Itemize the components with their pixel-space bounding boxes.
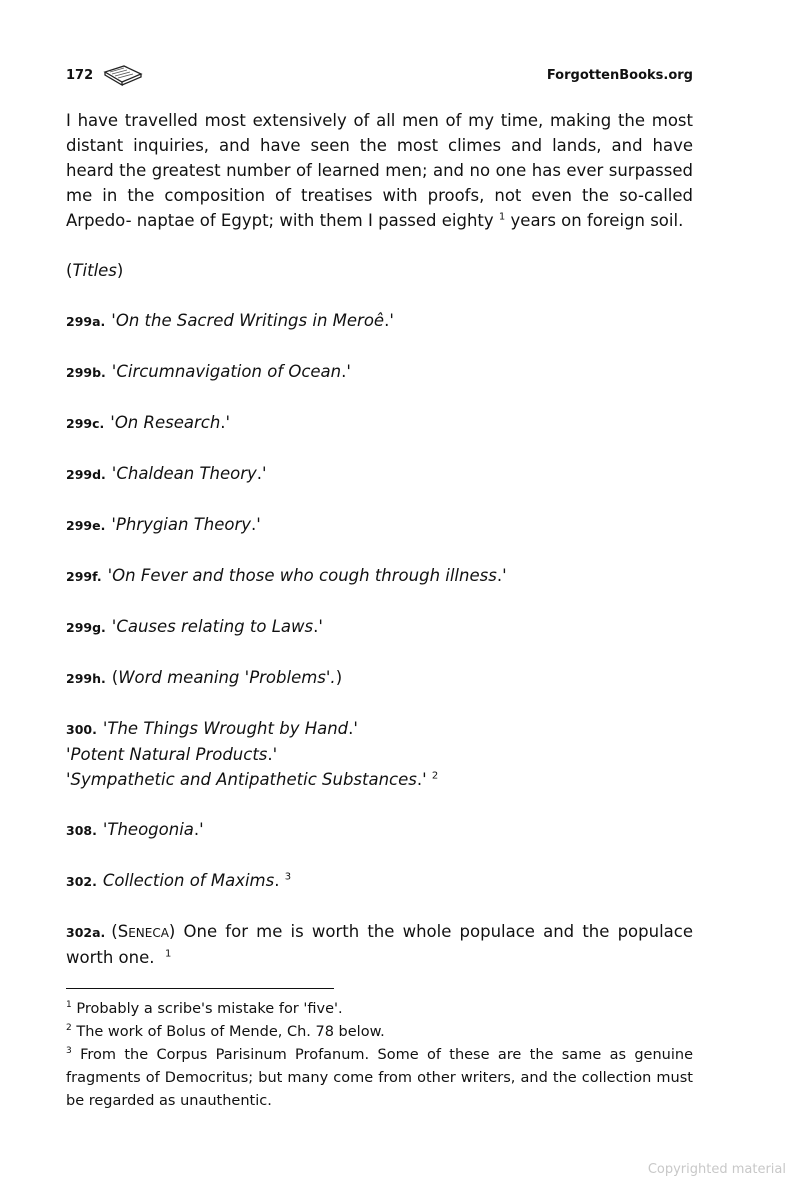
footnote-ref-1: 1	[498, 211, 506, 223]
footnote	[66, 998, 693, 1021]
entry-302: 302. Collection of Maxims. $^3$	[66, 871, 292, 890]
entry-open: (	[111, 668, 119, 687]
entry-open: '	[111, 515, 116, 534]
titles-label: (Titles)	[66, 261, 124, 280]
entry-title: Phrygian Theory	[115, 515, 252, 534]
intro-paragraph	[66, 108, 693, 233]
footnote-mark: 1	[66, 1000, 72, 1011]
entry-open: '	[107, 566, 113, 585]
entry-title: On Research	[114, 413, 221, 432]
entry-close: .'	[384, 311, 394, 330]
title-entry	[66, 461, 693, 487]
footnote-text: Probably a scribe's mistake for 'five'.	[71, 1001, 343, 1017]
entry-close: )	[335, 668, 343, 687]
entry-number: 299a.	[66, 314, 106, 329]
title-entry	[66, 308, 693, 334]
title-entry	[66, 359, 693, 385]
author-name: Seneca	[117, 922, 169, 941]
entry-300: 300. 'The Things Wrought by Hand.' 'Potent Natural Products.' 'Sympathetic and Antipathetic Substances.' $^2$	[66, 719, 439, 789]
entry-number: 308.	[66, 823, 97, 838]
entry-number: 299f.	[66, 569, 102, 584]
entry-number: 302.	[66, 874, 97, 889]
intro-text-end: years on foreign soil.	[505, 211, 684, 230]
footnote-mark: 3	[66, 1046, 72, 1057]
entry-number: 302a.	[66, 925, 106, 940]
entry-308: 308. 'Theogonia.'	[66, 820, 204, 839]
entry-title: Sympathetic and Antipathetic Substances	[70, 770, 417, 789]
entry-close: .'	[341, 362, 351, 381]
footnote-ref-1: 1	[165, 948, 172, 960]
entry-title: Causes relating to Laws	[116, 617, 314, 636]
footnote-text: From the Corpus Parisinum Profanum. Some of these are the same as genuine fragments of Democritus; but many come from other writers, and the collection must be regarded as unauthentic.	[66, 1047, 693, 1109]
entry-title: Theogonia	[107, 820, 194, 839]
entry-number: 299c.	[66, 416, 105, 431]
footnote	[66, 1021, 693, 1044]
title-entry	[66, 665, 693, 691]
entry-number: 299e.	[66, 518, 106, 533]
entry-open: '	[111, 464, 117, 483]
entry-title: Word meaning 'Problems'.	[118, 668, 336, 687]
entry-open: '	[110, 413, 115, 432]
entry-number: 300.	[66, 722, 97, 737]
entry-open: '	[111, 362, 117, 381]
entry-open: '	[111, 617, 117, 636]
main-text	[66, 108, 693, 970]
title-entry	[66, 563, 693, 589]
footnote-text: The work of Bolus of Mende, Ch. 78 below.	[71, 1024, 385, 1040]
entry-number: 299d.	[66, 467, 106, 482]
footnote-mark: 2	[66, 1023, 72, 1034]
title-entries	[66, 308, 693, 691]
page-header	[66, 64, 693, 94]
entry-open: '	[111, 311, 116, 330]
entry-title: On Fever and those who cough through illness	[112, 566, 497, 585]
entry-close: .'	[251, 515, 261, 534]
entry-close: .'	[496, 566, 507, 585]
intro-text: I have travelled most extensively of all men of my time, making the most distant inquiries, and have seen the most climes and lands, and have heard the greatest number of learned men; and no one has ever surpassed me in the composition of treatises with proofs, not even the so-called Arpedo- naptae of Egypt; with them I passed eighty	[66, 111, 693, 230]
footnote-divider	[66, 988, 334, 989]
footnote	[66, 1044, 693, 1113]
entry-number: 299g.	[66, 620, 106, 635]
footnote-ref-3: 3	[284, 871, 292, 883]
entry-close: .'	[256, 464, 267, 483]
entry-number: 299b.	[66, 365, 106, 380]
entry-title: On the Sacred Writings in Meroê	[115, 311, 385, 330]
entry-title: Circumnavigation of Ocean	[116, 362, 342, 381]
entry-number: 299h.	[66, 671, 106, 686]
entry-close: .'	[220, 413, 231, 432]
entry-close: .'	[313, 617, 323, 636]
entry-302a: 302a. (Seneca) One for me is worth the whole populace and the populace worth one. $^1$	[66, 922, 693, 967]
title-entry	[66, 410, 693, 436]
site-name: ForgottenBooks.org	[546, 68, 693, 83]
titles-word: Titles	[72, 261, 117, 280]
footnote-ref-2: 2	[431, 770, 439, 782]
page-number: 172	[66, 68, 94, 83]
entry-title: Chaldean Theory	[116, 464, 257, 483]
entry-text: One for me is worth the whole populace and the populace worth one.	[66, 922, 693, 967]
entry-title: The Things Wrought by Hand	[107, 719, 349, 738]
footnotes	[66, 998, 693, 1113]
entry-title: Potent Natural Products	[70, 745, 268, 764]
entry-title: Collection of Maxims	[102, 871, 275, 890]
title-entry	[66, 512, 693, 538]
title-entry	[66, 614, 693, 640]
open-book-icon	[102, 64, 144, 88]
copyright-watermark: Copyrighted material	[647, 1162, 786, 1177]
